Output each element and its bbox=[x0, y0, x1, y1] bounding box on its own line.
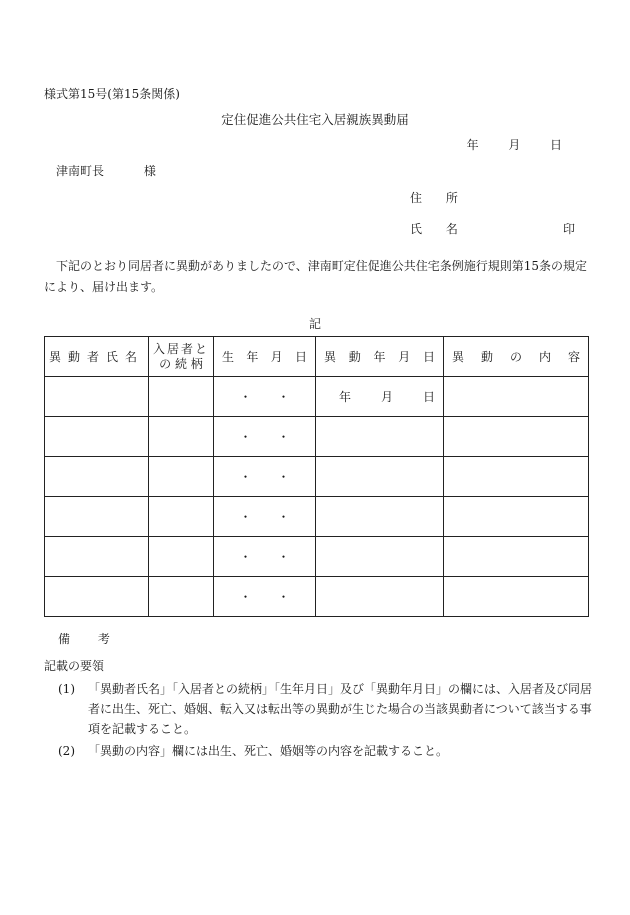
cell-relation[interactable] bbox=[149, 457, 214, 497]
cell-person-name[interactable] bbox=[45, 457, 149, 497]
body-text: 下記のとおり同居者に異動がありましたので、津南町定住促進公共住宅条例施行規則第15条の規定により、届け出ます。 bbox=[44, 259, 588, 294]
header-relation-line1: 入居者と bbox=[152, 341, 209, 356]
header-change-char: 年 bbox=[373, 350, 386, 364]
dot-separator: ・ bbox=[239, 510, 252, 524]
header-change-char: 動 bbox=[348, 350, 361, 364]
header-content-char: の bbox=[509, 350, 522, 364]
dot-separator: ・ bbox=[239, 590, 252, 604]
dot-separator: ・ bbox=[277, 510, 290, 524]
table-row bbox=[45, 377, 589, 417]
table-row bbox=[45, 577, 589, 617]
cell-content[interactable] bbox=[444, 417, 589, 457]
header-change-char: 異 bbox=[324, 350, 337, 364]
cell-relation[interactable] bbox=[149, 577, 214, 617]
cell-content[interactable] bbox=[444, 377, 589, 417]
remarks-label bbox=[58, 630, 122, 647]
header-relation-line2: の 続 柄 bbox=[159, 356, 203, 371]
header-birth-char: 生 bbox=[222, 350, 235, 364]
guide-title: 記載の要領 bbox=[44, 659, 105, 673]
cell-birth-date[interactable] bbox=[214, 537, 316, 577]
cell-relation[interactable] bbox=[149, 417, 214, 457]
table-row bbox=[45, 457, 589, 497]
dot-separator: ・ bbox=[277, 590, 290, 604]
addressee-honorific: 様 bbox=[143, 164, 156, 178]
form-number: 様式第15号(第15条関係) bbox=[44, 87, 180, 101]
dot-separator: ・ bbox=[239, 430, 252, 444]
seal-mark: 印 bbox=[563, 222, 576, 236]
cell-change-date[interactable] bbox=[316, 497, 444, 537]
addressee bbox=[56, 162, 156, 179]
cell-person-name[interactable] bbox=[45, 537, 149, 577]
date-month: 月 bbox=[508, 138, 521, 152]
cell-birth-date[interactable] bbox=[214, 457, 316, 497]
document-title: 定住促進公共住宅入居親族異動届 bbox=[221, 112, 409, 127]
header-birth-char: 年 bbox=[246, 350, 259, 364]
note-number: (1) bbox=[58, 682, 75, 696]
change-day: 日 bbox=[422, 390, 435, 404]
cell-birth-date[interactable] bbox=[214, 577, 316, 617]
cell-change-date[interactable] bbox=[316, 537, 444, 577]
header-content bbox=[444, 337, 589, 377]
dot-separator: ・ bbox=[277, 430, 290, 444]
date-year: 年 bbox=[466, 138, 479, 152]
cell-content[interactable] bbox=[444, 537, 589, 577]
dot-separator: ・ bbox=[277, 550, 290, 564]
header-content-char: 容 bbox=[567, 350, 580, 364]
cell-person-name[interactable] bbox=[45, 417, 149, 457]
header-birth-char: 月 bbox=[270, 350, 283, 364]
dot-separator: ・ bbox=[277, 390, 290, 404]
table-row bbox=[45, 417, 589, 457]
header-relation bbox=[149, 337, 214, 377]
ki-heading: 記 bbox=[308, 317, 321, 331]
dot-separator: ・ bbox=[239, 390, 252, 404]
cell-change-date[interactable] bbox=[316, 377, 444, 417]
cell-content[interactable] bbox=[444, 497, 589, 537]
dot-separator: ・ bbox=[277, 470, 290, 484]
change-table bbox=[44, 336, 589, 617]
cell-change-date[interactable] bbox=[316, 417, 444, 457]
cell-change-date[interactable] bbox=[316, 577, 444, 617]
guide-note bbox=[58, 679, 598, 739]
cell-relation[interactable] bbox=[149, 377, 214, 417]
cell-birth-date[interactable] bbox=[214, 497, 316, 537]
cell-content[interactable] bbox=[444, 577, 589, 617]
note-text: 「異動の内容」欄には出生、死亡、婚姻等の内容を記載すること。 bbox=[88, 744, 449, 758]
table-header-row bbox=[45, 337, 589, 377]
header-change-char: 日 bbox=[422, 350, 435, 364]
remarks-text: 備 考 bbox=[58, 632, 122, 646]
cell-person-name[interactable] bbox=[45, 377, 149, 417]
addressee-name: 津南町長 bbox=[56, 164, 105, 178]
dot-separator: ・ bbox=[239, 550, 252, 564]
cell-relation[interactable] bbox=[149, 497, 214, 537]
header-birth-char: 日 bbox=[294, 350, 307, 364]
change-year: 年 bbox=[338, 390, 351, 404]
table-row bbox=[45, 537, 589, 577]
cell-birth-date[interactable] bbox=[214, 377, 316, 417]
header-content-char: 動 bbox=[480, 350, 493, 364]
change-month: 月 bbox=[380, 390, 393, 404]
guide-note bbox=[58, 741, 598, 761]
cell-birth-date[interactable] bbox=[214, 417, 316, 457]
note-number: (2) bbox=[58, 744, 75, 758]
header-change-date bbox=[316, 337, 444, 377]
header-birth-date bbox=[214, 337, 316, 377]
cell-person-name[interactable] bbox=[45, 497, 149, 537]
cell-relation[interactable] bbox=[149, 537, 214, 577]
header-content-char: 内 bbox=[538, 350, 551, 364]
submission-date bbox=[467, 136, 562, 153]
header-content-char: 異 bbox=[452, 350, 465, 364]
table-row bbox=[45, 497, 589, 537]
name-label: 氏 名 bbox=[410, 222, 468, 236]
cell-change-date[interactable] bbox=[316, 457, 444, 497]
date-day: 日 bbox=[549, 138, 562, 152]
dot-separator: ・ bbox=[239, 470, 252, 484]
cell-content[interactable] bbox=[444, 457, 589, 497]
note-text: 「異動者氏名」「入居者との続柄」「生年月日」及び「異動年月日」の欄には、入居者及び同居者に出生、死亡、婚姻、転入又は転出等の異動が生じた場合の当該異動者について該当する事項を記載すること。 bbox=[88, 682, 593, 736]
header-person-name: 異動者氏名 bbox=[45, 337, 149, 377]
address-label: 住 所 bbox=[410, 191, 468, 205]
cell-person-name[interactable] bbox=[45, 577, 149, 617]
header-change-char: 月 bbox=[398, 350, 411, 364]
